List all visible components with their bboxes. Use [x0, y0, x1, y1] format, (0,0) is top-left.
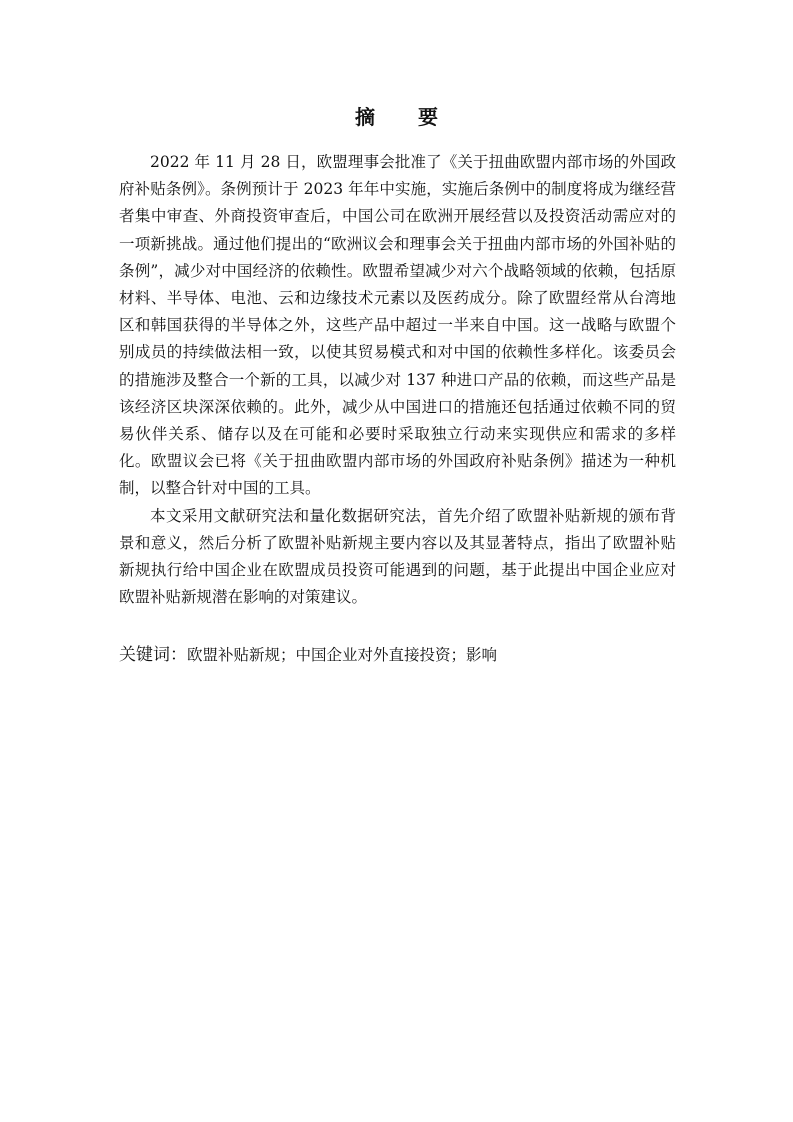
keywords-value: 欧盟补贴新规；中国企业对外直接投资；影响: [187, 646, 498, 664]
keywords-label: 关键词：: [119, 645, 187, 665]
abstract-title: 摘 要: [355, 105, 456, 129]
abstract-paragraph-1: 2022 年 11 月 28 日，欧盟理事会批准了《关于扭曲欧盟内部市场的外国政府补贴条例》。条例预计于 2023 年年中实施，实施后条例中的制度将成为继经营者集中审查、外商投资审查后，中国公司在欧洲开展经营以及投资活动需应对的一项新挑战。通过他们提出的“欧洲议会和理事会关于扭曲内部市场的外国补贴的条例”，减少对中国经济的依赖性。欧盟希望减少对六个战略领域的依赖，包括原材料、半导体、电池、云和边缘技术元素以及医药成分。除了欧盟经常从台湾地区和韩国获得的半导体之外，这些产品中超过一半来自中国。这一战略与欧盟个别成员的持续做法相一致，以使其贸易模式和对中国的依赖性多样化。该委员会的措施涉及整合一个新的工具，以减少对 137 种进口产品的依赖，而这些产品是该经济区块深深依赖的。此外，减少从中国进口的措施还包括通过依赖不同的贸易伙伴关系、储存以及在可能和必要时采取独立行动来实现供应和需求的多样化。欧盟议会已将《关于扭曲欧盟内部市场的外国政府补贴条例》描述为一种机制，以整合针对中国的工具。: [119, 153, 676, 498]
abstract-paragraph-2: 本文采用文献研究法和量化数据研究法，首先介绍了欧盟补贴新规的颁布背景和意义，然后分析了欧盟补贴新规主要内容以及其显著特点，指出了欧盟补贴新规执行给中国企业在欧盟成员投资可能遇到的问题，基于此提出中国企业应对欧盟补贴新规潜在影响的对策建议。: [119, 506, 676, 607]
abstract-body: [119, 149, 676, 611]
keywords-line: [119, 642, 676, 668]
